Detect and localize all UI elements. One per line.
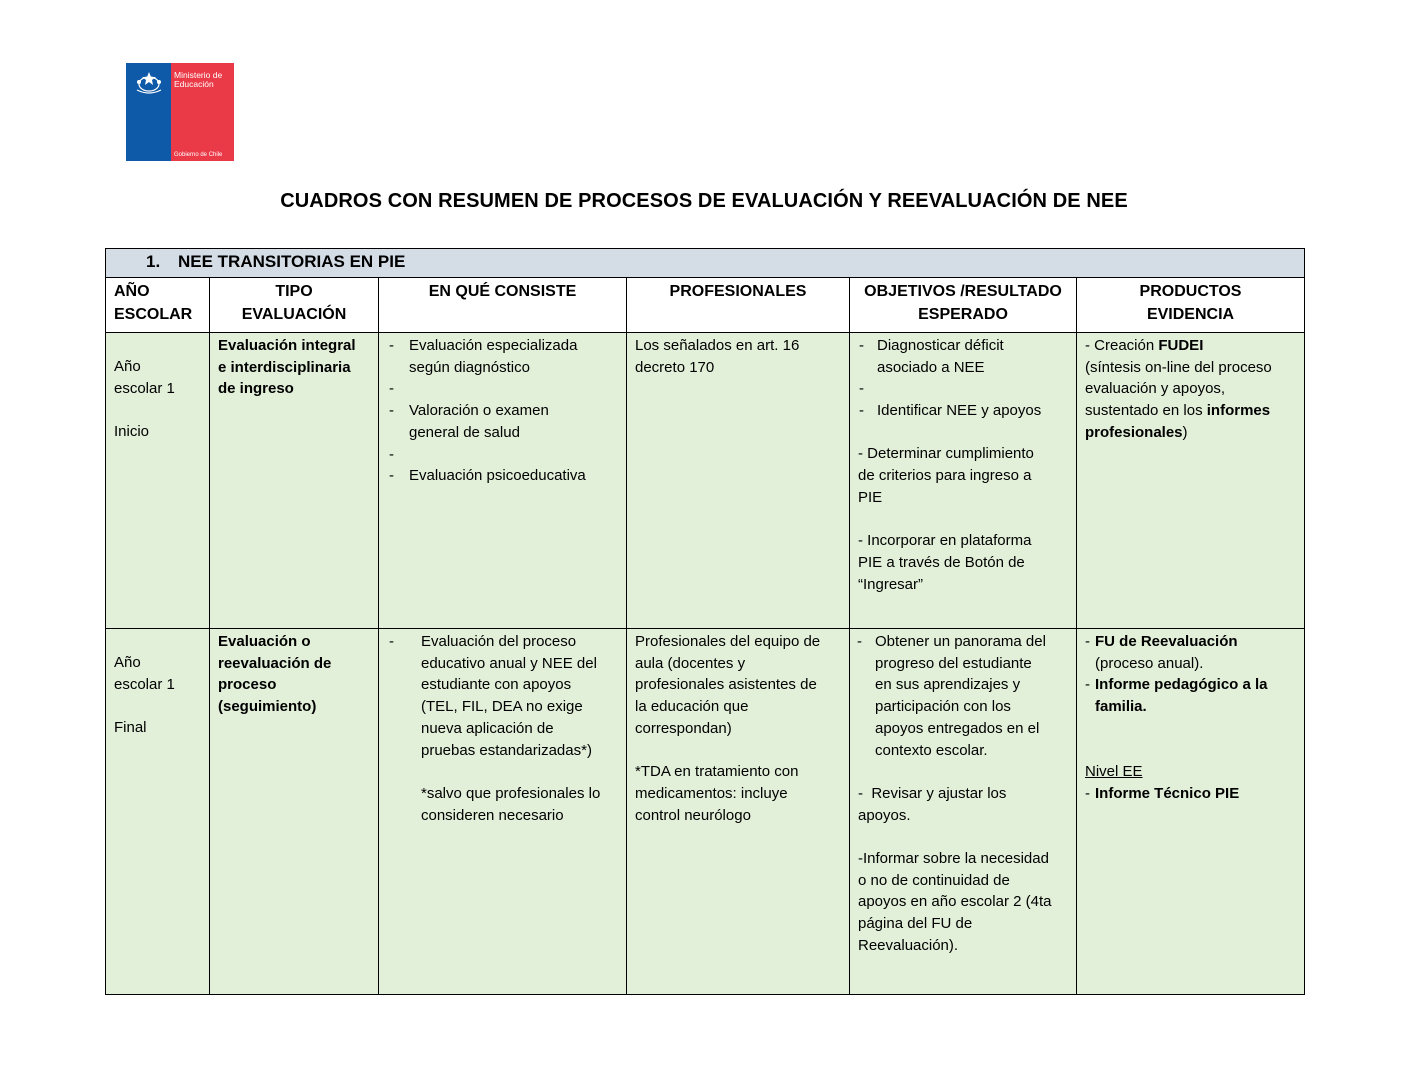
header-profesionales: PROFESIONALES — [627, 278, 850, 333]
list-item — [858, 400, 1068, 422]
consiste-text: - Evaluación psicoeducativa — [409, 467, 586, 485]
producto-line — [1085, 422, 1296, 444]
producto-text: ) — [1182, 423, 1188, 441]
header-tipo-line1: TIPO — [275, 283, 313, 300]
cell-productos — [1077, 629, 1305, 995]
header-productos-line1: PRODUCTOS — [1139, 283, 1242, 300]
table-row — [106, 629, 1305, 995]
anio-line2: escolar 1 — [114, 379, 175, 397]
header-tipo — [210, 278, 379, 333]
consiste-text: educativo anual y NEE del — [421, 654, 597, 672]
cell-objetivos — [850, 333, 1077, 629]
consiste-note: consideren necesario — [421, 806, 564, 824]
list-item — [1085, 674, 1296, 717]
logo-line-1: Ministerio de — [174, 70, 223, 80]
profesionales-note: medicamentos: incluye — [635, 784, 788, 802]
cell-anio — [106, 333, 210, 629]
consiste-text: - Evaluación del proceso — [421, 633, 577, 650]
logo-government-text: Gobierno de Chile — [174, 152, 223, 158]
objetivo-text: o no de continuidad de — [858, 871, 1010, 889]
spacer — [387, 444, 618, 466]
cell-objetivos — [850, 629, 1077, 995]
header-consiste: EN QUÉ CONSISTE — [379, 278, 627, 333]
consiste-text: estudiante con apoyos — [421, 676, 572, 694]
cell-tipo — [210, 333, 379, 629]
producto-line — [1085, 400, 1296, 422]
profesionales-text: aula (docentes y — [635, 654, 746, 672]
nivel-label: Nivel EE — [1085, 763, 1143, 781]
list-item — [387, 631, 618, 761]
profesionales-line2: decreto 170 — [635, 358, 715, 376]
consiste-text: - Valoración o examen — [409, 402, 549, 420]
objetivo-text: PIE a través de Botón de — [858, 553, 1025, 571]
anio-line2: escolar 1 — [114, 675, 175, 693]
cell-consiste — [379, 629, 627, 995]
header-tipo-line2: EVALUACIÓN — [241, 306, 347, 323]
objetivo-text: - Revisar y ajustar los — [858, 784, 1007, 802]
logo-line-2: Educación — [174, 79, 214, 89]
consiste-text: (TEL, FIL, DEA no exige — [421, 698, 583, 716]
list-item — [856, 631, 1068, 761]
list-item — [858, 335, 1068, 378]
profesionales-text: la educación que — [635, 698, 749, 716]
cell-profesionales — [627, 333, 850, 629]
crest-icon — [133, 68, 165, 96]
objetivo-text: progreso del estudiante — [875, 654, 1032, 672]
producto-text: sustentado en los — [1085, 402, 1207, 420]
objetivo-text: PIE — [858, 488, 883, 506]
document-title: CUADROS CON RESUMEN DE PROCESOS DE EVALUACIÓN Y REEVALUACIÓN DE NEE — [280, 190, 1128, 212]
producto-bold: - FU de Reevaluación — [1095, 633, 1238, 650]
list-item — [1085, 631, 1296, 674]
tipo-line3: de ingreso — [218, 380, 294, 398]
consiste-text: pruebas estandarizadas*) — [421, 741, 592, 759]
spacer — [858, 378, 1068, 400]
cell-consiste — [379, 333, 627, 629]
tipo-line2: reevaluación de — [218, 654, 332, 672]
tipo-line1: Evaluación o — [218, 633, 311, 650]
consiste-note: *salvo que profesionales lo — [421, 784, 601, 802]
anio-line1: Año — [114, 358, 141, 375]
producto-text: (proceso anual). — [1095, 654, 1204, 672]
anio-line1: Año — [114, 654, 141, 671]
producto-text: evaluación y apoyos, — [1085, 380, 1226, 398]
evaluation-table — [105, 248, 1305, 995]
consiste-text: - Evaluación especializada — [409, 337, 578, 354]
list-item — [387, 400, 618, 443]
header-anio-line1: AÑO — [114, 283, 150, 300]
producto-bold: profesionales — [1085, 423, 1183, 441]
objetivo-text: apoyos en año escolar 2 (4ta — [858, 893, 1052, 911]
profesionales-text: correspondan) — [635, 719, 732, 737]
objetivo-text: - Identificar NEE y apoyos — [877, 402, 1042, 420]
consiste-text: nueva aplicación de — [421, 719, 554, 737]
objetivo-text: en sus aprendizajes y — [875, 676, 1021, 694]
profesionales-line1: Los señalados en art. 16 — [635, 337, 800, 354]
column-header-row — [106, 278, 1305, 333]
producto-line — [1085, 335, 1296, 357]
objetivo-text: participación con los — [875, 698, 1011, 716]
objetivo-text: página del FU de — [858, 915, 973, 933]
objetivo-text: contexto escolar. — [875, 741, 988, 759]
producto-text: (síntesis on-line del proceso — [1085, 358, 1272, 376]
tipo-line1: Evaluación integral — [218, 337, 356, 354]
cell-anio — [106, 629, 210, 995]
objetivo-text: - Determinar cumplimiento — [858, 445, 1034, 463]
objetivo-text: - Incorporar en plataforma — [858, 532, 1032, 550]
profesionales-note: *TDA en tratamiento con — [635, 763, 799, 781]
header-anio — [106, 278, 210, 333]
momento-label: Inicio — [114, 423, 150, 441]
producto-bold: FUDEI — [1158, 337, 1204, 354]
section-number: 1. — [146, 252, 161, 271]
tipo-line2: e interdisciplinaria — [218, 358, 351, 376]
header-objetivos-line1: OBJETIVOS /RESULTADO — [864, 283, 1062, 300]
section-header — [106, 249, 1305, 278]
objetivo-text: de criterios para ingreso a — [858, 467, 1032, 485]
section-label: NEE TRANSITORIAS EN PIE — [178, 252, 406, 271]
cell-productos — [1077, 333, 1305, 629]
objetivo-text: apoyos. — [858, 806, 911, 824]
objetivo-text: Reevaluación). — [858, 936, 959, 954]
header-productos — [1077, 278, 1305, 333]
objetivo-text: apoyos entregados en el — [875, 719, 1040, 737]
profesionales-text: profesionales asistentes de — [635, 676, 817, 694]
header-anio-line2: ESCOLAR — [114, 306, 193, 323]
objetivo-text: -Informar sobre la necesidad — [858, 850, 1049, 867]
logo-ministry-text — [174, 71, 222, 89]
list-item — [387, 465, 618, 487]
cell-profesionales — [627, 629, 850, 995]
tipo-line4: (seguimiento) — [218, 698, 317, 716]
header-objetivos-line2: ESPERADO — [918, 306, 1008, 323]
producto-bold: informes — [1206, 402, 1271, 420]
objetivo-text: - Obtener un panorama del — [875, 633, 1046, 650]
table-row — [106, 333, 1305, 629]
profesionales-text: Profesionales del equipo de — [635, 633, 821, 650]
logo-blue-panel — [126, 63, 171, 161]
header-productos-line2: EVIDENCIA — [1146, 306, 1235, 323]
objetivo-text: “Ingresar” — [858, 575, 924, 593]
list-item — [387, 335, 618, 378]
momento-label: Final — [114, 719, 147, 737]
consiste-text: según diagnóstico — [409, 358, 530, 376]
producto-bold: - Informe Técnico PIE — [1095, 784, 1240, 802]
list-item — [1085, 783, 1296, 805]
producto-bold: - Informe pedagógico a la — [1095, 676, 1268, 694]
header-objetivos — [850, 278, 1077, 333]
cell-tipo — [210, 629, 379, 995]
objetivo-text: asociado a NEE — [877, 358, 985, 376]
producto-text: - Creación — [1085, 337, 1159, 354]
producto-bold: familia. — [1095, 698, 1147, 716]
objetivo-text: - Diagnosticar déficit — [877, 337, 1004, 354]
consiste-text: general de salud — [409, 423, 520, 441]
tipo-line3: proceso — [218, 676, 277, 694]
section-header-row — [106, 249, 1305, 278]
ministry-logo — [126, 63, 234, 161]
profesionales-note: control neurólogo — [635, 806, 751, 824]
logo-red-panel — [171, 63, 234, 161]
spacer — [387, 378, 618, 400]
